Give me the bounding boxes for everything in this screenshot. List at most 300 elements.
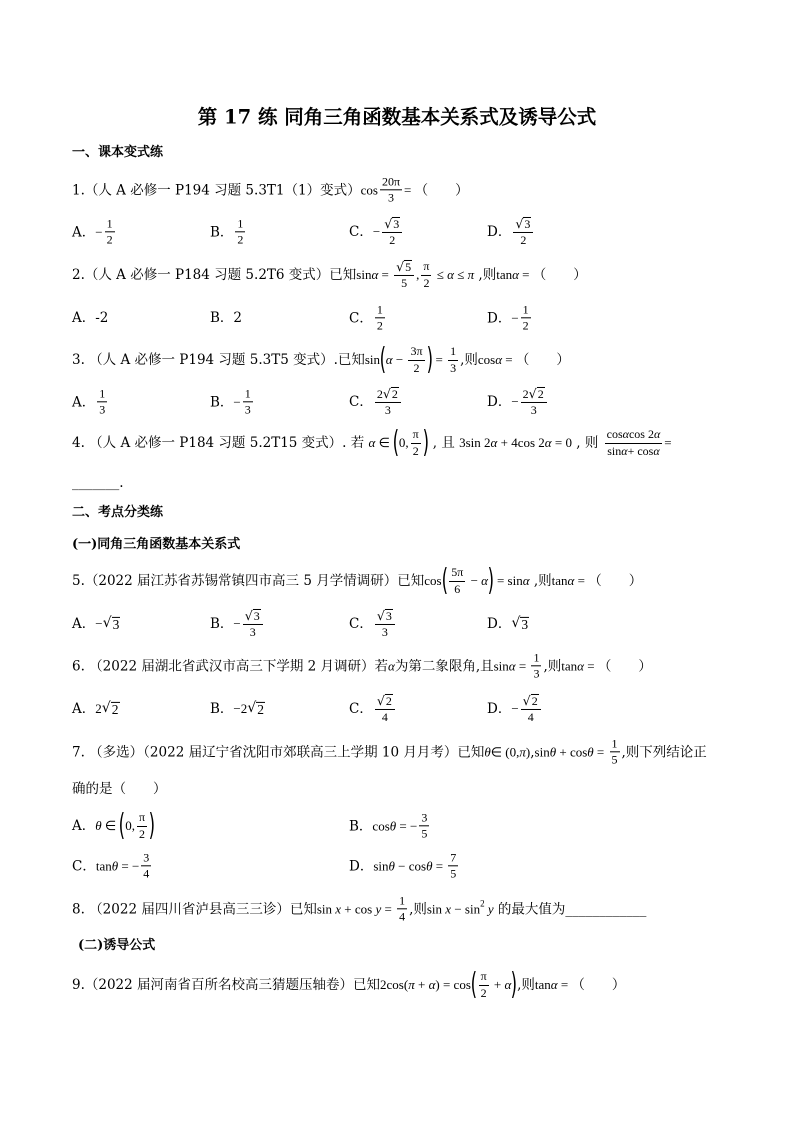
fraction [141,851,151,880]
text-run: ,则 [517,976,535,993]
question-6-option-c [349,694,397,724]
text-run: B． [210,223,234,240]
math-variable: θ [389,818,397,834]
math-text: 1 [611,736,618,751]
math-text: sin [534,744,550,760]
fraction [531,651,541,680]
math-text: = [515,658,530,674]
math-text: − cos [394,858,427,874]
text-run: ,则 [529,572,552,589]
math-text: = − [118,858,140,874]
math-text: sin [373,858,389,874]
math-text: − [233,616,241,632]
math-text: tan [95,858,112,874]
question-2-stem [72,260,587,290]
math-text: sin [364,352,381,368]
fraction-numerator [394,260,414,276]
fraction-denominator [610,753,620,767]
math-text: 5 [611,752,618,767]
question-6-option-d [487,694,543,724]
math-text: ∈ [375,435,394,451]
math-text: + [414,977,429,993]
fraction-numerator [411,428,421,443]
fraction-denominator [235,233,245,247]
fraction-denominator [419,827,429,841]
fraction-numerator [375,694,395,710]
fraction-denominator [521,319,531,333]
fraction [419,811,429,840]
math-text: 5 [421,826,428,841]
math-text: sin [493,658,509,674]
radical-sign: √ [522,692,531,708]
fraction-numerator [521,694,541,710]
math-text: π [412,427,419,442]
math-text: 2 [389,232,396,247]
question-5-option-c [349,609,397,639]
big-parenthesis: ) [487,563,495,598]
question-8-stem [72,894,646,923]
math-text: 3sin 2 [459,435,491,451]
math-text: + cos [341,901,376,917]
math-text: 2 [138,826,145,841]
math-text: 2 [520,232,527,247]
fraction-numerator [408,345,424,360]
question-7-option-a [72,808,156,843]
math-variable: α [622,427,629,442]
question-7-option-c [72,851,153,880]
fraction-numerator [105,217,115,232]
fraction-numerator [375,609,395,625]
math-text: = [664,435,672,451]
big-parenthesis: ) [426,342,433,377]
math-variable: α [544,435,552,451]
math-variable: α [512,267,519,283]
radicand: 3 [524,217,531,232]
math-variable: y [375,901,382,917]
math-variable: α [504,977,512,993]
fraction-denominator [380,710,390,724]
text-run: 1.（人 A 必修一 P194 习题 5.3T1（1）变式） [72,181,361,198]
fraction-numerator [397,894,407,909]
math-text: 3 [99,402,106,417]
math-text: 3 [244,402,251,417]
math-text: − [511,394,519,410]
math-text: − [372,224,381,240]
fraction-denominator [105,233,115,247]
fraction-denominator [243,403,253,417]
math-text: 3 [143,850,150,865]
text-run: 为第二象限角,且 [394,657,494,674]
fraction-denominator [97,403,107,417]
math-text: = [583,658,598,674]
math-text: 3 [381,624,388,639]
text-run: ,则 [409,900,427,917]
math-text: − [467,573,482,589]
fraction-denominator [248,625,258,639]
fraction-denominator [479,986,489,1000]
radicand: 2 [391,387,398,402]
radicand: 2 [537,387,544,402]
text-run: ,则 [543,657,562,674]
text-run: C． [349,615,373,632]
question-3-option-b [210,387,255,416]
math-text: 1 [106,216,113,231]
math-variable: θ [587,744,594,760]
math-text: − [233,394,241,410]
math-text: 1 [244,386,251,401]
fraction-numerator [382,217,402,233]
fraction-denominator [399,276,409,290]
radical-sign: √ [376,692,385,708]
fraction [137,811,147,840]
math-text: 3π [410,344,423,359]
math-text: 6 [454,581,461,596]
question-7-option-b [349,811,431,840]
text-run: A． [72,615,96,632]
question-2-option-c [349,303,387,332]
subsection-heading-1: (一)同角三角函数基本关系式 [72,537,241,553]
fraction-numerator [375,387,401,403]
fraction-denominator [421,276,431,290]
fraction-numerator [137,811,147,826]
math-variable: α [653,443,660,458]
fraction [375,694,395,724]
text-run: （ ） [588,572,643,589]
fraction-denominator [448,867,458,881]
math-variable: θ [426,858,433,874]
math-text: ) [525,744,531,760]
question-2-option-a [72,310,108,326]
math-text: , [416,267,420,283]
page-title: 第 17 练 同角三角函数基本关系式及诱导公式 [197,105,597,129]
math-variable: α [495,352,503,368]
text-run: A．-2 [72,309,109,326]
radicand: 2 [385,694,392,709]
radical-sign: √ [102,615,112,632]
math-text: 4 [381,709,388,724]
question-5-option-a [72,616,120,632]
question-3-stem [72,342,570,377]
math-text: + 4cos 2 [497,435,545,451]
math-text: = [381,901,396,917]
math-variable: π [519,744,526,760]
text-run: C． [72,857,96,874]
fraction-numerator [419,811,429,826]
math-text: 1 [237,216,244,231]
question-1-option-c [349,217,404,247]
math-variable: x [335,901,342,917]
fraction [375,303,385,332]
math-text: 2 [480,985,487,1000]
math-text: cos 2 [628,427,654,442]
fraction-denominator [383,403,393,417]
math-variable: α [508,658,516,674]
math-variable: α [621,443,628,458]
fraction [479,970,489,999]
square-root [515,217,531,231]
math-text: tan [561,658,578,674]
math-text: ≤ [433,267,448,283]
math-text: + [490,977,505,993]
question-7-stem [72,737,707,766]
radicand: 3 [393,217,400,232]
square-root [384,217,400,231]
fraction-denominator [380,625,390,639]
fraction-denominator [526,710,536,724]
math-text: 2 [95,701,102,717]
radical-sign: √ [384,215,393,231]
square-root [102,701,120,717]
fraction-numerator [513,217,533,233]
math-text: sin [607,443,622,458]
math-text: 20π [381,174,400,189]
math-text: 3 [249,624,256,639]
math-text: −2 [233,701,248,717]
text-run: 8. （2022 届四川省泸县高三三诊）已知 [72,900,317,917]
question-3-option-a [72,387,109,416]
math-text: ∈ (0, [490,744,520,760]
fraction [105,217,115,246]
radical-sign: √ [247,700,257,717]
math-text: tan [551,573,568,589]
text-run: C． [349,393,373,410]
fraction [397,894,407,923]
text-run: 7. （多选）（2022 届辽宁省沈阳市郊联高三上学期 10 月月考）已知 [72,743,485,760]
radical-sign: √ [376,607,385,623]
fraction-denominator [448,361,458,375]
big-parenthesis: ( [379,342,387,377]
square-root [103,616,121,632]
square-root [396,260,412,274]
fraction-numerator [521,387,547,403]
text-run: 6. （2022 届湖北省武汉市高三下学期 2 月调研）若 [72,657,388,674]
math-text: sin [426,901,446,917]
big-parenthesis: ( [119,808,126,843]
math-variable: α [371,267,379,283]
math-variable: α [490,435,498,451]
text-run: （ ） [571,976,626,993]
math-text: cos [606,427,623,442]
math-text: = sin [493,573,523,589]
fraction-denominator [411,444,421,458]
math-text: − [95,224,103,240]
text-run: 4. （人 A 必修一 P184 习题 5.2T15 变式）. 若 [72,434,369,451]
fraction-denominator [397,910,407,924]
math-variable: θ [95,818,102,834]
fraction-denominator [518,233,528,247]
math-text: 0, [125,818,135,834]
math-text: = [518,267,533,283]
question-1-option-b [210,217,247,246]
square-root [377,609,393,623]
math-text: = [557,977,572,993]
question-3-option-c [349,387,403,417]
question-5-option-d [487,616,529,632]
math-variable: x [445,901,452,917]
text-run: , 且 [428,434,460,451]
math-text: 4 [527,709,534,724]
big-parenthesis: ) [422,425,429,460]
math-text: 3 [421,810,428,825]
fraction [243,387,253,416]
text-run: ,则 [460,351,478,368]
math-text: 4 [143,866,150,881]
text-run: D． [487,223,512,240]
fraction [448,345,458,374]
fraction [375,387,401,417]
fraction [375,609,395,639]
square-root [377,694,393,708]
section-heading-part2: 二、考点分类练 [72,505,164,521]
question-4-answer-blank: _______. [72,474,124,491]
math-text: 1 [399,893,406,908]
math-text: = 0 [551,435,572,451]
math-text: sin [356,267,372,283]
math-text: tan [496,267,513,283]
math-text: 3 [384,402,391,417]
math-variable: θ [111,858,119,874]
fraction-denominator [452,582,462,596]
math-variable: α [447,267,454,283]
question-5-option-b [210,609,265,639]
math-text: − sin [451,901,481,917]
text-run: D． [487,615,512,632]
big-parenthesis: ( [392,425,400,460]
text-run: B． [210,393,234,410]
math-text: = [432,858,447,874]
fraction [521,303,531,332]
math-text: 1 [522,302,529,317]
text-run: B． [210,700,234,717]
math-text: = [404,182,415,198]
fraction-numerator [97,387,107,402]
question-3-option-d [487,387,549,417]
radical-sign: √ [511,615,521,632]
fraction-numerator [421,260,431,275]
fraction-numerator [243,387,253,402]
math-variable: θ [388,858,395,874]
radicand: 3 [253,609,260,624]
question-2-option-d [487,303,533,332]
fraction [449,566,465,595]
superscript: 2 [480,898,485,909]
fraction [521,387,547,417]
math-text: tan [534,977,551,993]
text-run: B．2 [210,309,243,326]
math-variable: α [567,573,575,589]
radical-sign: √ [396,258,405,274]
math-text: − [95,616,103,632]
question-1-option-a [72,217,117,246]
fraction [235,217,245,246]
text-run: 确的是（ ） [72,780,167,797]
math-text: = [593,744,608,760]
radical-sign: √ [528,385,537,401]
text-run: （ ） [532,266,587,283]
big-parenthesis: ) [510,967,518,1002]
math-text: ≤ [453,267,468,283]
radical-sign: √ [101,700,111,717]
math-text: 5 [401,275,408,290]
text-run: ,则 [474,266,497,283]
math-variable: α [481,573,488,589]
text-run: A． [72,700,96,717]
fraction [513,217,533,247]
text-run: ,则下列结论正 [621,743,707,760]
math-text: 3 [533,666,540,681]
fraction-denominator [411,361,421,375]
math-text: − [511,701,519,717]
question-6-stem [72,651,652,680]
math-variable: α [388,658,395,674]
question-9-stem [72,967,626,1002]
fraction-numerator [449,566,465,581]
fraction-denominator [375,319,385,333]
text-run: 5.（2022 届江苏省苏锡常镇四市高三 5 月学情调研）已知 [72,572,425,589]
text-run: ____________ [565,900,647,917]
section-heading-part1: 一、课本变式练 [72,145,164,161]
text-run: , [530,743,535,760]
math-text: 1 [99,386,106,401]
fraction-denominator [531,667,541,681]
text-run: A． [72,393,96,410]
subsection-heading-2: (二)诱导公式 [78,938,156,954]
fraction-denominator [386,191,396,205]
math-text: 1 [450,344,457,359]
square-root [523,694,539,708]
radicand: 2 [111,701,119,717]
question-4-stem [72,425,672,460]
math-text: = [502,352,516,368]
square-root [247,701,265,717]
math-text: 1 [376,302,383,317]
square-root [383,387,399,401]
square-root [511,616,529,632]
math-text: 2 [237,232,244,247]
math-variable: α [368,435,376,451]
math-text: 4 [399,909,406,924]
fraction-denominator [137,827,147,841]
question-7-stem-continued [72,781,167,797]
math-text: + cos [556,744,588,760]
big-parenthesis: ( [441,563,448,598]
fraction-numerator [448,851,458,866]
math-text: 5π [451,565,464,580]
fraction-numerator [448,345,458,360]
text-run: （ ） [515,351,570,368]
question-1-stem [72,175,469,204]
text-run: D． [487,309,512,326]
square-root [529,387,545,401]
question-6-option-a [72,701,120,717]
math-text: sin [316,901,336,917]
math-text: cos [372,818,390,834]
fraction-numerator [531,651,541,666]
fraction [411,428,421,457]
text-run: 3. （人 A 必修一 P194 习题 5.3T5 变式）.已知 [72,351,365,368]
fraction [605,428,663,457]
fraction-numerator [141,851,151,866]
fraction [448,851,458,880]
math-text: π [423,259,430,274]
text-run: （ ） [414,181,469,198]
math-text: 5 [450,866,457,881]
text-run: B． [210,615,234,632]
math-text: 2 [106,232,113,247]
question-5-stem [72,563,643,598]
math-variable: α [653,427,661,442]
math-text: 0, [398,435,409,451]
